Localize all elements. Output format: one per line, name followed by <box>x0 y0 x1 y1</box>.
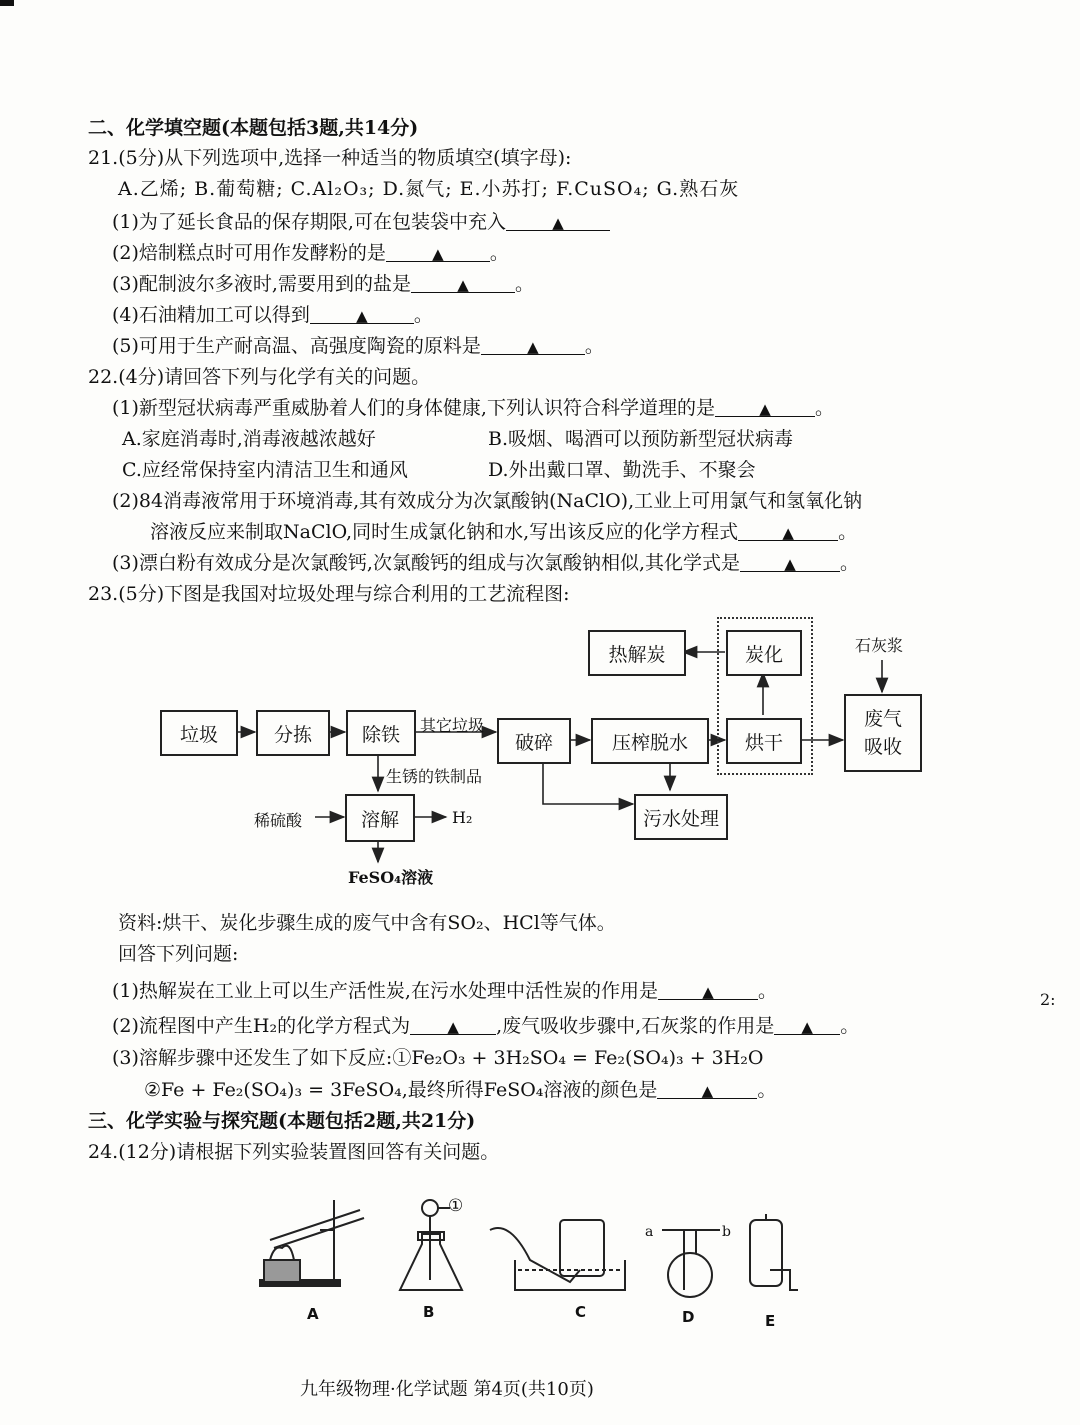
box-dissolve: 溶解 <box>345 794 415 842</box>
label-other-garbage: 其它垃圾 <box>420 716 485 735</box>
blank-triangle-icon: ▲ <box>447 1018 459 1036</box>
section-title: 三、化学实验与探究题(本题包括2题,共21分) <box>88 1110 476 1132</box>
box-sort: 分拣 <box>256 710 330 756</box>
q22-option-a: A.家庭消毒时,消毒液越浓越好 <box>122 428 376 450</box>
q22-stem: 22.(4分)请回答下列与化学有关的问题。 <box>88 366 431 388</box>
item-end: 。 <box>840 552 860 574</box>
q21-item-3-text: (3)配制波尔多液时,需要用到的盐是 <box>112 273 411 295</box>
apparatus-label-b: B <box>423 1303 435 1321</box>
item-end: 。 <box>757 1079 777 1101</box>
box-dry: 烘干 <box>726 718 802 764</box>
box-sewage-treatment: 污水处理 <box>634 794 728 840</box>
blank-triangle-icon: ▲ <box>457 276 469 294</box>
q21-stem: 21.(5分)从下列选项中,选择一种适当的物质填空(填字母): <box>88 147 572 169</box>
q22-part-2b-text: 溶液反应来制取NaClO,同时生成氯化钠和水,写出该反应的化学方程式 <box>150 521 739 543</box>
label-rusty-iron: 生锈的铁制品 <box>386 767 483 786</box>
q23-part-3b-text: ②Fe + Fe₂(SO₄)₃ = 3FeSO₄,最终所得FeSO₄溶液的颜色是 <box>144 1079 658 1101</box>
box-gas-absorb <box>844 694 922 772</box>
item-end: 。 <box>757 980 777 1002</box>
q23-part-3b <box>144 1078 776 1102</box>
answer-blank[interactable] <box>658 979 758 1000</box>
item-end: 。 <box>838 521 858 543</box>
box-remove-iron: 除铁 <box>346 710 416 756</box>
arrow-crush-sewage <box>543 760 633 804</box>
blank-triangle-icon: ▲ <box>801 1018 813 1036</box>
q23-part-1-text: (1)热解炭在工业上可以生产活性炭,在污水处理中活性炭的作用是 <box>112 980 658 1002</box>
q21-item-4-text: (4)石油精加工可以得到 <box>112 304 310 326</box>
q21-item-5-text: (5)可用于生产耐高温、高强度陶瓷的原料是 <box>112 335 481 357</box>
apparatus-label-c: C <box>575 1303 587 1321</box>
q23-part-3: (3)溶解步骤中还发生了如下反应:①Fe₂O₃ + 3H₂SO₄ = Fe₂(SO₄)₃ + 3H₂O <box>112 1047 764 1069</box>
box-press-dewater: 压榨脱水 <box>591 718 709 764</box>
apparatus-e-gas-bottle <box>750 1214 798 1290</box>
item-end: 。 <box>413 304 433 326</box>
q22-part-1-text: (1)新型冠状病毒严重威胁着人们的身体健康,下列认识符合科学道理的是 <box>112 397 715 419</box>
apparatus-c-water-trough <box>490 1220 625 1290</box>
gas-line-2: 吸收 <box>863 736 902 758</box>
page-footer: 九年级物理·化学试题 第4页(共10页) <box>300 1379 594 1400</box>
q23-part-1 <box>112 979 777 1003</box>
apparatus-label-a: A <box>307 1305 319 1323</box>
apparatus-b-mark: ① <box>448 1196 464 1216</box>
blank-triangle-icon: ▲ <box>782 524 794 542</box>
q22-option-c: C.应经常保持室内清洁卫生和通风 <box>122 459 408 481</box>
blank-triangle-icon: ▲ <box>552 214 564 232</box>
apparatus-d-port-b: b <box>722 1224 731 1240</box>
gas-line-1: 废气 <box>863 708 902 730</box>
blank-triangle-icon: ▲ <box>527 338 539 356</box>
q21-item-2-text: (2)焙制糕点时可用作发酵粉的是 <box>112 242 386 264</box>
q22-option-b: B.吸烟、喝酒可以预防新型冠状病毒 <box>488 428 794 450</box>
q23-answer-prompt: 回答下列问题: <box>118 943 239 965</box>
box-pyrolysis-carbon: 热解炭 <box>588 630 686 676</box>
answer-blank[interactable] <box>410 1014 496 1035</box>
label-feso4-solution: FeSO₄溶液 <box>348 868 434 887</box>
q23-part-2-text-b: ,废气吸收步骤中,石灰浆的作用是 <box>496 1015 775 1037</box>
apparatus-label-d: D <box>682 1308 695 1326</box>
box-garbage: 垃圾 <box>160 710 238 756</box>
q24-stem: 24.(12分)请根据下列实验装置图回答有关问题。 <box>88 1141 500 1163</box>
item-end: 。 <box>489 242 509 264</box>
blank-triangle-icon: ▲ <box>432 245 444 263</box>
q21-options: A.乙烯; B.葡萄糖; C.Al₂O₃; D.氮气; E.小苏打; F.CuSO₄; G.熟石灰 <box>118 178 740 200</box>
apparatus-a-test-tube-stand <box>260 1200 364 1286</box>
blank-triangle-icon: ▲ <box>701 1082 714 1100</box>
section-title: 二、化学填空题(本题包括3题,共14分) <box>88 117 419 139</box>
answer-blank[interactable] <box>657 1078 757 1099</box>
q21-item-1-text: (1)为了延长食品的保存期限,可在包装袋中充入 <box>112 211 506 233</box>
margin-mark: 2: <box>1040 990 1056 1009</box>
blank-triangle-icon: ▲ <box>356 307 368 325</box>
label-h2: H₂ <box>452 808 473 827</box>
item-end: 。 <box>584 335 604 357</box>
q22-part-3-text: (3)漂白粉有效成分是次氯酸钙,次氯酸钙的组成与次氯酸钠相似,其化学式是 <box>112 552 740 574</box>
item-end: 。 <box>840 1015 860 1037</box>
apparatus-d-round-flask <box>662 1230 720 1297</box>
box-crush: 破碎 <box>497 718 571 764</box>
label-dilute-acid: 稀硫酸 <box>254 811 303 830</box>
q23-part-2 <box>112 1014 859 1038</box>
apparatus-d-port-a: a <box>645 1224 654 1240</box>
label-lime-slurry: 石灰浆 <box>855 636 904 655</box>
q23-stem: 23.(5分)下图是我国对垃圾处理与综合利用的工艺流程图: <box>88 583 570 605</box>
apparatus-figure <box>250 1190 810 1310</box>
q22-option-d: D.外出戴口罩、勤洗手、不聚会 <box>488 459 756 481</box>
item-end: 。 <box>814 397 834 419</box>
box-carbonize: 炭化 <box>726 630 802 676</box>
blank-triangle-icon: ▲ <box>784 555 796 573</box>
apparatus-label-e: E <box>765 1312 776 1330</box>
blank-triangle-icon: ▲ <box>702 983 714 1001</box>
answer-blank[interactable] <box>774 1014 840 1035</box>
q23-part-2-text-a: (2)流程图中产生H₂的化学方程式为 <box>112 1015 411 1037</box>
blank-triangle-icon: ▲ <box>759 400 771 418</box>
q23-info: 资料:烘干、炭化步骤生成的废气中含有SO₂、HCl等气体。 <box>118 912 616 934</box>
item-end: 。 <box>514 273 534 295</box>
q22-part-2a: (2)84消毒液常用于环境消毒,其有效成分为次氯酸钠(NaClO),工业上可用氯气和氢氧化钠 <box>112 490 863 512</box>
